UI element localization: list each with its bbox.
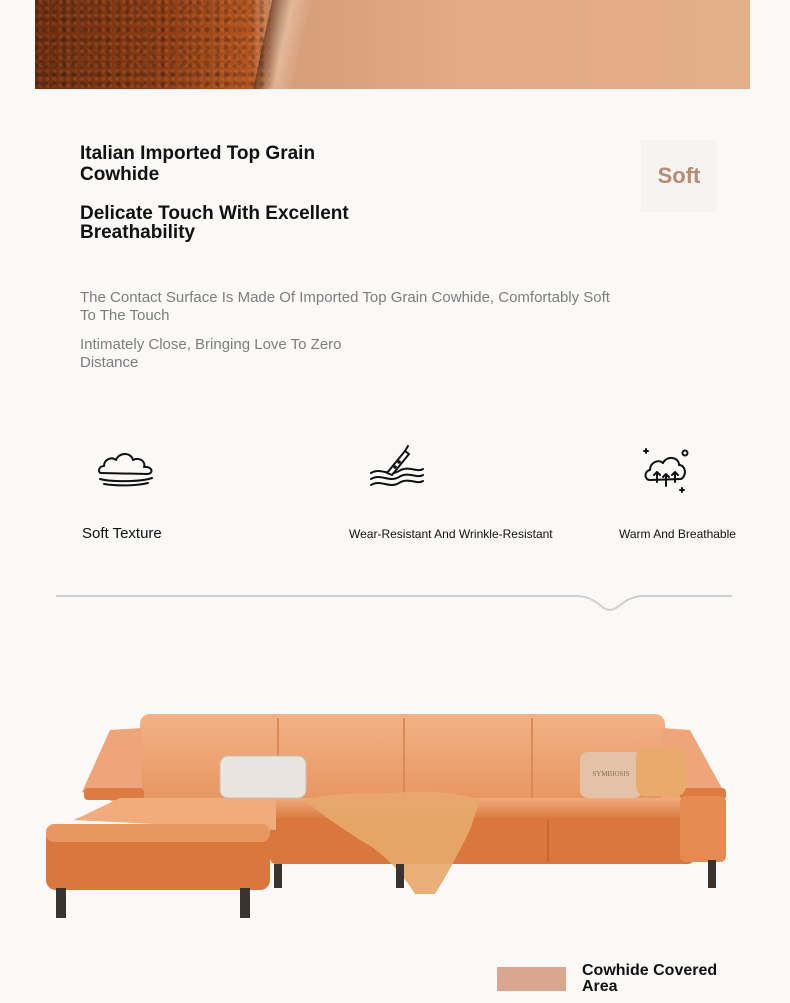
legend-label: Cowhide Covered Area [582, 962, 718, 995]
wrinkle-resistant-icon [367, 443, 427, 491]
sofa-image [40, 700, 730, 927]
description-paragraph-2: Intimately Close, Bringing Love To Zero Distance [80, 336, 342, 371]
section-divider [56, 590, 732, 621]
heading-breathability: Delicate Touch With Excellent Breathability [80, 203, 349, 243]
pillow-text: SYMBIOSIS [592, 770, 630, 778]
cloud-icon [96, 448, 156, 488]
breathable-icon [641, 446, 691, 496]
feature-breathable: Warm And Breathable [619, 527, 736, 541]
feature-wear-resistant: Wear-Resistant And Wrinkle-Resistant [349, 527, 553, 541]
heading-cowhide: Italian Imported Top Grain Cowhide [80, 143, 316, 185]
leather-texture-banner [35, 0, 750, 89]
soft-badge: Soft [641, 140, 717, 212]
leather-grain-texture [35, 0, 270, 89]
description-paragraph-1: The Contact Surface Is Made Of Imported Top Grain Cowhide, Comfortably Soft To The Touch [80, 289, 610, 324]
feature-soft-texture: Soft Texture [82, 525, 162, 542]
legend-swatch [497, 967, 566, 991]
